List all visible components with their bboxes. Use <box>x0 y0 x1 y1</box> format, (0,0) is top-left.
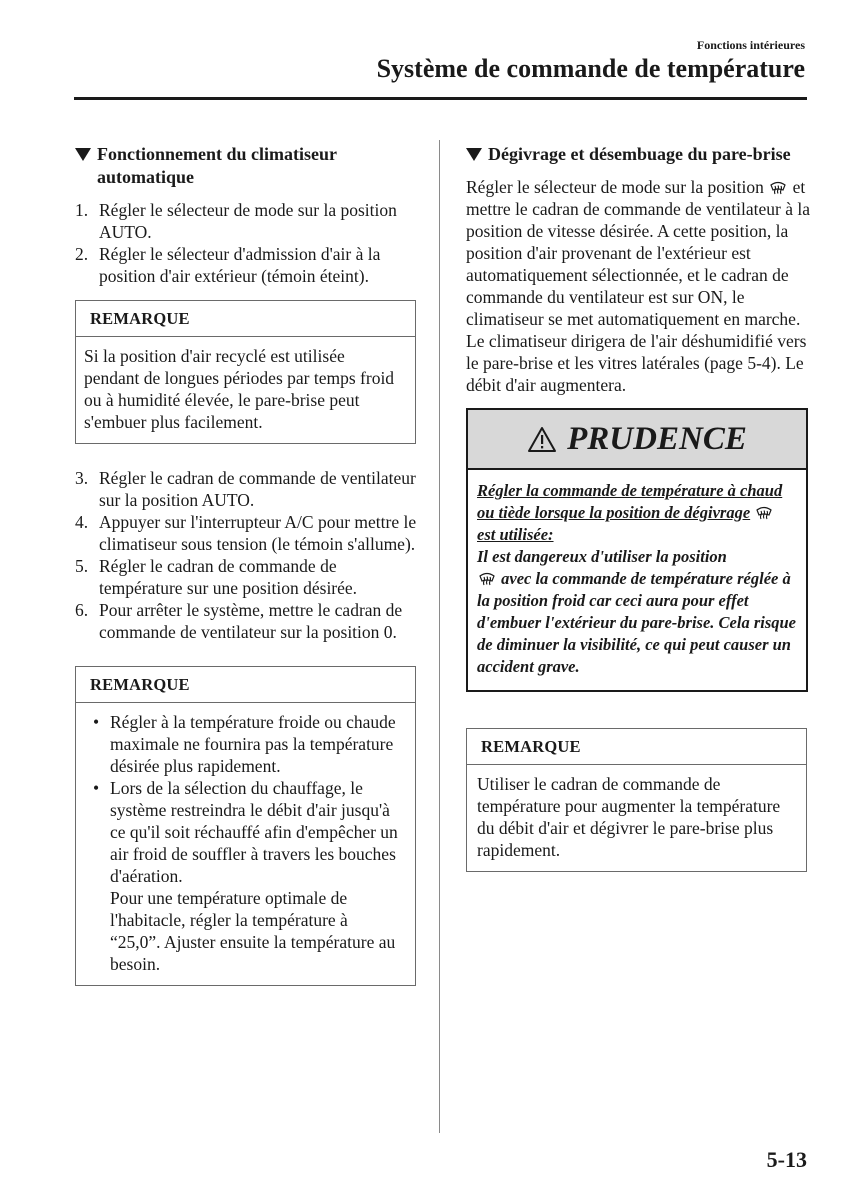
step-number: 2. <box>75 244 89 264</box>
note-label: REMARQUE <box>76 301 415 337</box>
note-body <box>76 703 415 985</box>
step-text: Régler le cadran de commande de température sur une position désirée. <box>99 556 358 598</box>
right-column <box>466 143 811 872</box>
paragraph-text-start: Régler le sélecteur de mode sur la position <box>466 177 764 197</box>
bullet-text: Régler à la température froide ou chaude maximale ne fournira pas la température désirée plus rapidement. <box>110 712 396 776</box>
section-heading-degivrage <box>466 143 811 166</box>
step-number: 4. <box>75 512 89 532</box>
step-text: Appuyer sur l'interrupteur A/C pour mettre le climatiseur sous tension (le témoin s'allume). <box>99 512 417 554</box>
step-text: Pour arrêter le système, mettre le cadran de commande de ventilateur sur la position 0. <box>99 600 403 642</box>
note-box-air-recycle <box>75 300 416 444</box>
caution-box <box>466 408 808 692</box>
list-item <box>84 711 401 777</box>
list-item <box>75 555 420 599</box>
note-text: Utiliser le cadran de commande de température pour augmenter la température du débit d'air et dégivrer le pare-brise plus rapidement. <box>477 774 781 860</box>
list-item <box>84 777 401 975</box>
note-label: REMARQUE <box>76 667 415 703</box>
windshield-defrost-icon <box>756 505 772 520</box>
step-number: 3. <box>75 468 89 488</box>
note-bullets <box>84 711 401 975</box>
caution-text-start: Il est dangereux d'utiliser la position <box>477 547 727 566</box>
windshield-defrost-icon <box>770 180 786 195</box>
page-number: 5-13 <box>766 1147 807 1172</box>
caution-body <box>468 470 806 690</box>
section-heading-climatiseur <box>75 143 420 189</box>
step-number: 1. <box>75 200 89 220</box>
warning-triangle-icon <box>527 426 557 453</box>
caution-underlined-text: Régler la commande de température à chaud ou tiède lorsque la position de dégivrage <box>477 481 783 522</box>
note-text: Si la position d'air recyclé est utilisée pendant de longues périodes par temps froid ou à humidité élevée, le pare-brise peut s'embuer plus facilement. <box>84 346 395 432</box>
triangle-down-icon <box>466 148 482 161</box>
column-divider <box>439 140 440 1133</box>
caution-label: PRUDENCE <box>567 421 747 457</box>
header-section-label: Fonctions intérieures <box>696 38 805 52</box>
header-rule <box>74 97 807 100</box>
caution-text-end: avec la commande de température réglée à la position froid car ceci aura pour effet d'embuer l'extérieur du pare-brise. Cela risque de diminuer la visibilité, ce qui peut causer un accident grave. <box>477 569 796 676</box>
list-item <box>75 243 420 287</box>
section-heading-text: Dégivrage et désembuage du pare-brise <box>488 144 791 164</box>
caution-header <box>468 410 806 470</box>
step-text: Régler le sélecteur de mode sur la position AUTO. <box>99 200 397 242</box>
list-item <box>75 467 420 511</box>
list-item <box>75 199 420 243</box>
paragraph-text-end: et mettre le cadran de commande de ventilateur à la position de vitesse désirée. A cette position, la position d'air provenant de l'extérieur est automatiquement sélectionnée, et le cadran de commande du ventilateur est sur ON, le climatiseur se met automatiquement en marche. Le climatiseur dirigera de l'air déshumidifié vers le pare-brise et les vitres latérales (page 5-4). Le débit d'air augmentera. <box>466 177 810 395</box>
step-number: 6. <box>75 600 89 620</box>
note-box-degivrage <box>466 728 807 872</box>
steps-list-b <box>75 467 420 643</box>
defrost-paragraph <box>466 176 811 396</box>
note-box-temperature <box>75 666 416 986</box>
step-number: 5. <box>75 556 89 576</box>
page-title: Système de commande de température <box>376 54 805 83</box>
windshield-defrost-icon <box>479 571 495 586</box>
note-label: REMARQUE <box>467 729 806 765</box>
section-heading-text: Fonctionnement du climatiseur automatique <box>97 144 337 187</box>
bullet-icon: • <box>93 778 100 798</box>
step-text: Régler le sélecteur d'admission d'air à la position d'air extérieur (témoin éteint). <box>99 244 381 286</box>
caution-underlined-text-end: est utilisée: <box>477 525 554 544</box>
list-item <box>75 511 420 555</box>
step-text: Régler le cadran de commande de ventilateur sur la position AUTO. <box>99 468 416 510</box>
list-item <box>75 599 420 643</box>
bullet-icon: • <box>93 712 100 732</box>
bullet-extra-text: Pour une température optimale de l'habitacle, régler la température à “25,0”. Ajuster ensuite la température au besoin. <box>110 888 396 974</box>
steps-list-a <box>75 199 420 287</box>
triangle-down-icon <box>75 148 91 161</box>
bullet-text: Lors de la sélection du chauffage, le système restreindra le débit d'air jusqu'à ce qu'il soit réchauffé afin d'empêcher un air froid de souffler à travers les bouches d'aération. <box>110 778 398 886</box>
left-column <box>75 143 420 986</box>
